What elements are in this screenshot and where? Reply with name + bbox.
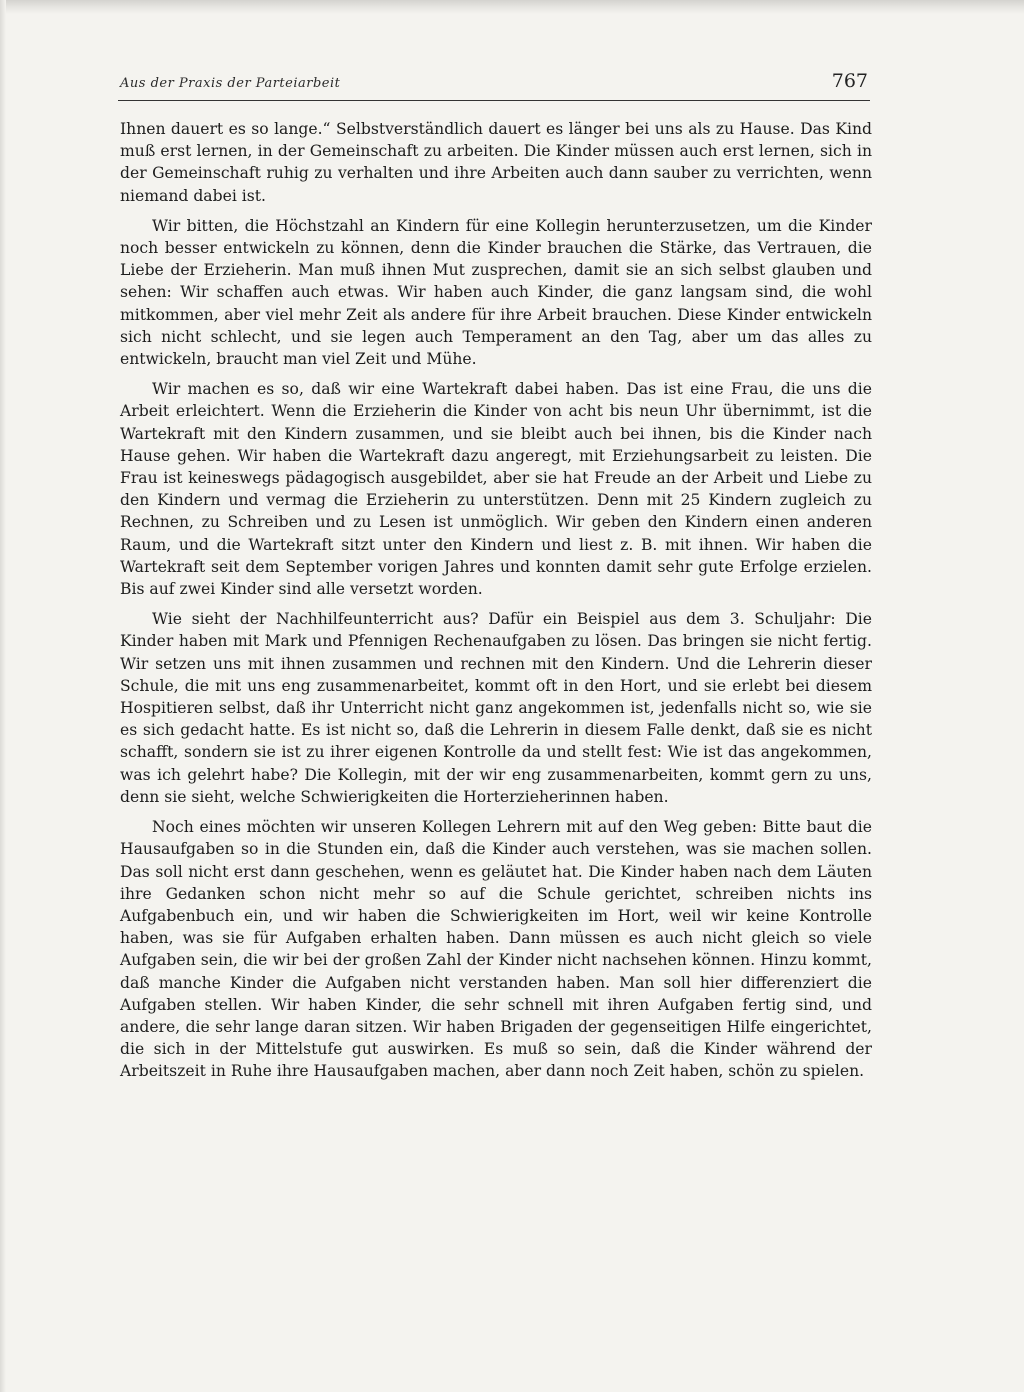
paragraph-5: Noch eines möchten wir unseren Kollegen Lehrern mit auf den Weg geben: Bitte baut die Hausaufgaben so in die Stunden ein, daß die Kinder auch verstehen, was sie machen sollen. Das soll nicht erst dann geschehen, wenn es geläutet hat. Die Kinder haben nach dem Läuten ihre Gedanken schon nicht mehr so auf die Schule gerichtet, schreiben nichts ins Aufgabenbuch ein, und wir haben die Schwierigkeiten im Hort, weil wir keine Kontrolle haben, was sie für Aufgaben erhalten haben. Dann müssen es auch nicht gleich so viele Aufgaben sein, die wir bei der großen Zahl der Kinder nicht nachsehen können. Hinzu kommt, daß manche Kinder die Aufgaben nicht verstanden haben. Man soll hier differenziert die Aufgaben stellen. Wir haben Kinder, die sehr schnell mit ihren Aufgaben fertig sind, und andere, die sehr lange daran sitzen. Wir haben Brigaden der gegenseitigen Hilfe eingerichtet, die sich in der Mittelstufe gut auswirken. Es muß so sein, daß die Kinder während der Arbeitszeit in Ruhe ihre Hausaufgaben machen, aber dann noch Zeit haben, schön zu spielen. xyxy=(120,818,872,1081)
page-number: 767 xyxy=(831,70,868,92)
running-head: Aus der Praxis der Parteiarbeit xyxy=(120,76,341,91)
paragraph-4: Wie sieht der Nachhilfeunterricht aus? Dafür ein Beispiel aus dem 3. Schuljahr: Die Kinder haben mit Mark und Pfennigen Rechenaufgaben zu lösen. Das bringen sie nicht fertig. Wir setzen uns mit ihnen zusammen und rechnen mit den Kindern. Und die Lehrerin dieser Schule, die mit uns eng zusammenarbeitet, kommt oft in den Hort, und sie erlebt bei diesem Hospitieren selbst, daß ihr Unterricht nicht ganz angekommen ist, jedenfalls nicht so, wie sie es sich gedacht hatte. Es ist nicht so, daß die Lehrerin in diesem Falle denkt, daß sie es nicht schafft, sondern sie ist zu ihrer eigenen Kontrolle da und stellt fest: Wie ist das angekommen, was ich gelehrt habe? Die Kollegin, mit der wir eng zusammenarbeiten, kommt gern zu uns, denn sie sieht, welche Schwierigkeiten die Horterzieherinnen haben. xyxy=(120,610,872,806)
body-text xyxy=(120,118,872,1083)
header-rule xyxy=(118,100,870,101)
paragraph-2: Wir bitten, die Höchstzahl an Kindern für eine Kollegin herunterzusetzen, um die Kinder noch besser entwickeln zu können, denn die Kinder brauchen die Stärke, das Vertrauen, die Liebe der Erzieherin. Man muß ihnen Mut zusprechen, damit sie an sich selbst glauben und sehen: Wir schaffen auch etwas. Wir haben auch Kinder, die ganz langsam sind, die wohl mitkommen, aber viel mehr Zeit als andere für ihre Arbeit brauchen. Diese Kinder entwickeln sich nicht schlecht, und sie legen auch Temperament an den Tag, aber um das alles zu entwickeln, braucht man viel Zeit und Mühe. xyxy=(120,216,872,369)
scan-top-edge xyxy=(0,0,1024,14)
paragraph-1: Ihnen dauert es so lange.“ Selbstverständlich dauert es länger bei uns als zu Hause. Das Kind muß erst lernen, in der Gemeinschaft zu arbeiten. Die Kinder müssen auch erst lernen, sich in der Gemeinschaft ruhig zu verhalten und ihre Arbeiten auch dann sauber zu verrichten, wenn niemand dabei ist. xyxy=(120,120,872,205)
page-header xyxy=(120,70,868,100)
scan-left-edge xyxy=(0,0,6,1392)
paragraph-3: Wir machen es so, daß wir eine Wartekraft dabei haben. Das ist eine Frau, die uns die Arbeit erleichtert. Wenn die Erzieherin die Kinder von acht bis neun Uhr übernimmt, ist die Wartekraft mit den Kindern zusammen, und sie bleibt auch bei ihnen, bis die Kinder nach Hause gehen. Wir haben die Wartekraft dazu angeregt, mit Erziehungsarbeit zu leisten. Die Frau ist keineswegs pädagogisch ausgebildet, aber sie hat Freude an der Arbeit und Liebe zu den Kindern und vermag die Erzieherin zu unterstützen. Denn mit 25 Kindern zugleich zu Rechnen, zu Schreiben und zu Lesen ist unmöglich. Wir geben den Kindern einen anderen Raum, und die Wartekraft sitzt unter den Kindern und liest z. B. mit ihnen. Wir haben die Wartekraft seit dem September vorigen Jahres und konnten damit sehr gute Erfolge erzielen. Bis auf zwei Kinder sind alle versetzt worden. xyxy=(120,380,872,599)
